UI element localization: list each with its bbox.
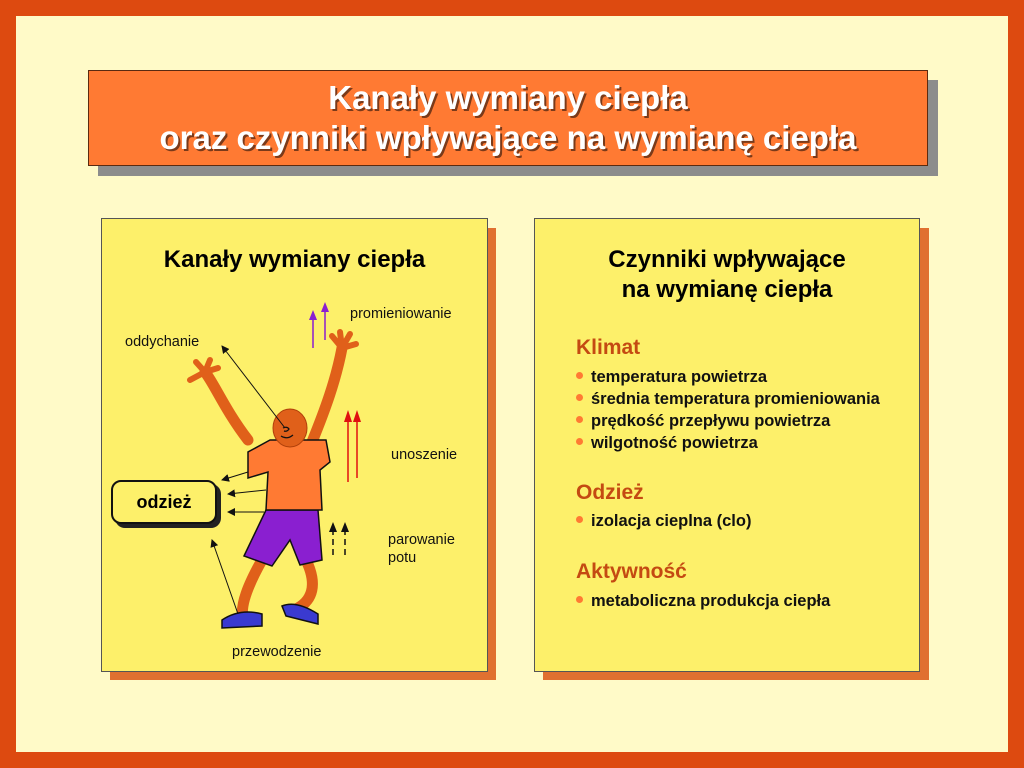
left-shoe	[222, 612, 262, 628]
clothing-arrow-2	[228, 490, 266, 494]
right-leg	[298, 560, 312, 608]
bullet-dot-icon	[576, 438, 583, 445]
bullet-item: izolacja cieplna (clo)	[576, 512, 751, 531]
clothing-arrow-1	[222, 472, 248, 480]
bullet-item: prędkość przepływu powietrza	[576, 412, 830, 431]
bullet-item: metaboliczna produkcja ciepła	[576, 592, 830, 611]
bullet-item: średnia temperatura promieniowania	[576, 390, 880, 409]
right-hand	[332, 332, 356, 348]
label-oddychanie: oddychanie	[125, 334, 200, 350]
bullet-dot-icon	[576, 516, 583, 523]
category-odziez: Odzież	[576, 481, 644, 504]
left-leg	[242, 560, 262, 618]
label-potu: potu	[388, 550, 417, 566]
bullet-dot-icon	[576, 372, 583, 379]
category-klimat: Klimat	[576, 336, 641, 359]
shorts	[244, 510, 322, 566]
clothing-box	[111, 480, 217, 524]
label-unoszenie: unoszenie	[391, 447, 458, 463]
conduction-arrow	[212, 540, 238, 614]
right-panel-heading-line-2: na wymianę ciepła	[621, 276, 833, 303]
title-line-2: oraz czynniki wpływające na wymianę ciepła	[159, 119, 857, 156]
right-panel-heading-line-1: Czynniki wpływające	[608, 246, 846, 273]
right-arm	[312, 348, 342, 442]
bullet-dot-icon	[576, 596, 583, 603]
head	[273, 409, 307, 447]
shirt	[248, 440, 330, 510]
bullet-dot-icon	[576, 394, 583, 401]
title-line-1: Kanały wymiany ciepła	[328, 79, 688, 116]
label-przewodzenie: przewodzenie	[232, 644, 322, 660]
bullet-item: temperatura powietrza	[576, 368, 767, 387]
category-aktywnosc: Aktywność	[576, 560, 687, 583]
right-shoe	[282, 604, 318, 624]
label-odziez: odzież	[136, 491, 192, 512]
label-parowanie: parowanie	[388, 532, 455, 548]
left-panel-heading: Kanały wymiany ciepła	[163, 246, 426, 273]
label-promieniowanie: promieniowanie	[350, 306, 452, 322]
bullet-dot-icon	[576, 416, 583, 423]
bullet-item: wilgotność powietrza	[576, 434, 758, 453]
left-arm	[205, 372, 248, 440]
